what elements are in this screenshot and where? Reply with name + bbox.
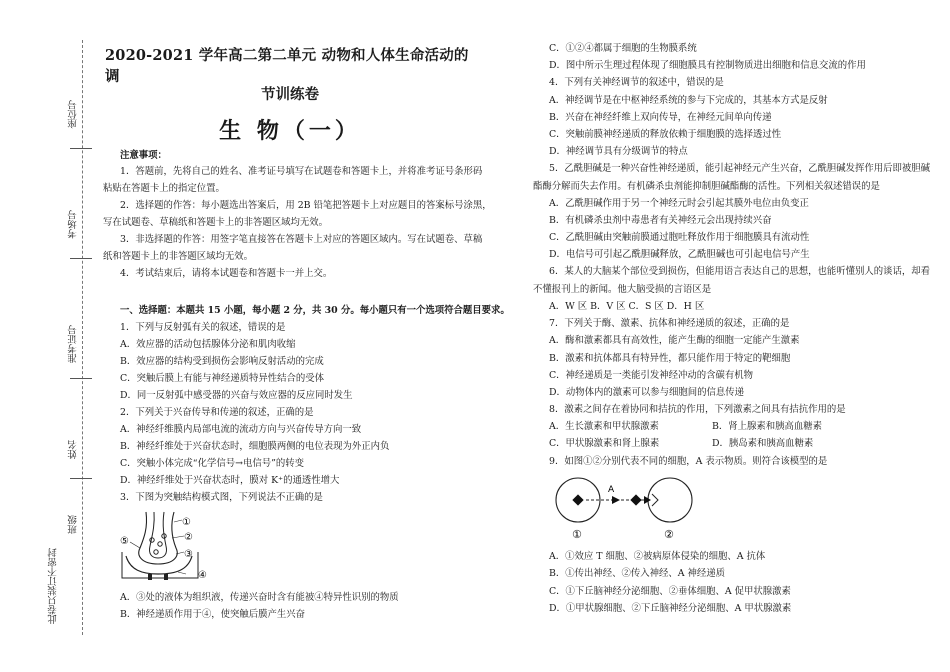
exam-title: 2020-2021 学年高二第二单元 动物和人体生命活动的调 [105, 47, 469, 85]
option-line: D．图中所示生理过程体现了细胞膜具有控制物质进出细胞和信息交流的作用 [549, 60, 866, 71]
question-line: 3．下图为突触结构模式图，下列说法不正确的是 [120, 492, 323, 503]
option-line: C．甲状腺激素和肾上腺素 [549, 438, 660, 449]
option-line: A．W 区 B．V 区 C．S 区 D．H 区 [549, 301, 705, 312]
notice-line: 4．考试结束后，请将本试题卷和答题卡一并上交。 [120, 268, 333, 279]
option-line: B．神经递质作用于④，使突触后膜产生兴奋 [120, 609, 306, 620]
admission-number-blank [70, 378, 92, 379]
notice-line: 纸和答题卡上的非答题区域均无效。 [103, 251, 254, 262]
synapse-label-4: ④ [198, 570, 207, 581]
option-line: D．胰岛素和胰高血糖素 [712, 438, 814, 449]
option-line: B．①传出神经、②传入神经、A 神经递质 [549, 568, 726, 579]
option-line: A．乙酰胆碱作用于另一个神经元时会引起其膜外电位由负变正 [549, 198, 809, 209]
option-line: D．同一反射弧中感受器的兴奋与效应器的反应同时发生 [120, 390, 353, 401]
exam-subtitle: 节训练卷 [261, 86, 319, 103]
notice-line: 3．非选择题的作答：用签字笔直接答在答题卡上对应的答题区域内。写在试题卷、草稿 [120, 234, 483, 245]
seat-number-label: 座位号 [68, 100, 79, 129]
option-line: A．①效应 T 细胞、②被病原体侵染的细胞、A 抗体 [549, 551, 766, 562]
option-line: B．效应器的结构受到损伤会影响反射活动的完成 [120, 356, 324, 367]
notice-line: 1．答题前，先将自己的姓名、准考证号填写在试题卷和答题卡上，并将准考证号条形码 [120, 166, 483, 177]
option-line: C．神经递质是一类能引发神经冲动的含碳有机物 [549, 370, 754, 381]
synapse-label-3: ③ [184, 549, 193, 560]
question-line: 2．下列关于兴奋传导和传递的叙述，正确的是 [120, 407, 314, 418]
subject-title: 生 物（一） [219, 118, 361, 144]
cell-label-2: ② [664, 528, 674, 541]
option-line: C．突触前膜神经递质的释放依赖于细胞膜的选择透过性 [549, 129, 782, 140]
option-line: B．有机磷杀虫剂中毒患者有关神经元会出现持续兴奋 [549, 215, 772, 226]
synapse-label-5: ⑤ [120, 536, 129, 547]
name-label: 姓名 [68, 440, 79, 459]
option-line: B．肾上腺素和胰高血糖素 [712, 421, 823, 432]
option-line: D．动物体内的激素可以参与细胞间的信息传递 [549, 387, 745, 398]
option-line: D．神经调节具有分级调节的特点 [549, 146, 688, 157]
option-line: A．生长激素和甲状腺激素 [549, 421, 659, 432]
question-line: 5．乙酰胆碱是一种兴奋性神经递质，能引起神经元产生兴奋，乙酰胆碱发挥作用后即被胆碱 [549, 163, 930, 174]
option-line: C．突触小体完成“化学信号→电信号”的转变 [120, 458, 304, 469]
option-line: C．①下丘脑神经分泌细胞、②垂体细胞、A 促甲状腺激素 [549, 586, 791, 597]
question-line: 1．下列与反射弧有关的叙述，错误的是 [120, 322, 286, 333]
cell-model-diagram [552, 474, 702, 544]
option-line: A．效应器的活动包括腺体分泌和肌肉收缩 [120, 339, 296, 350]
option-line: C．突触后膜上有能与神经递质特异性结合的受体 [120, 373, 325, 384]
admission-number-label: 准考证号 [68, 325, 79, 363]
option-line: C．①②④都属于细胞的生物膜系统 [549, 43, 697, 54]
binding-margin [0, 0, 95, 672]
option-line: A．③处的液体为组织液，传递兴奋时含有能被④特异性识别的物质 [120, 592, 399, 603]
option-line: B．激素和抗体都具有特异性，都只能作用于特定的靶细胞 [549, 353, 791, 364]
question-line: 9．如图①②分别代表不同的细胞，A 表示物质。则符合该模型的是 [549, 456, 828, 467]
question-line: 酯酶分解而失去作用。有机磷杀虫剂能抑制胆碱酯酶的活性。下列相关叙述错误的是 [533, 181, 880, 192]
cell-label-a: A [608, 485, 615, 495]
cell-label-1: ① [572, 528, 582, 541]
option-line: D．神经纤维处于兴奋状态时，膜对 K⁺的通透性增大 [120, 475, 340, 486]
exam-room-blank [70, 258, 92, 259]
option-line: A．神经纤维膜内局部电流的流动方向与兴奋传导方向一致 [120, 424, 362, 435]
option-line: D．电信号可引起乙酰胆碱释放，乙酰胆碱也可引起电信号产生 [549, 249, 810, 260]
synapse-label-1: ① [182, 517, 191, 528]
seat-number-blank [70, 148, 92, 149]
exam-room-label: 考场号 [68, 210, 79, 239]
question-line: 不懂报刊上的新闻。他大脑受损的言语区是 [533, 284, 712, 295]
name-blank [70, 478, 92, 479]
seal-text: 此卷只装订不密封 [48, 548, 59, 624]
notice-line: 写在试题卷、草稿纸和答题卡上的非答题区域均无效。 [103, 217, 329, 228]
option-line: A．酶和激素都具有高效性，能产生酶的细胞一定能产生激素 [549, 335, 800, 346]
option-line: D．①甲状腺细胞、②下丘脑神经分泌细胞、A 甲状腺激素 [549, 603, 792, 614]
option-line: A．神经调节是在中枢神经系统的参与下完成的，其基本方式是反射 [549, 95, 828, 106]
option-line: B．兴奋在神经纤维上双向传导，在神经元间单向传递 [549, 112, 772, 123]
question-line: 4．下列有关神经调节的叙述中，错误的是 [549, 77, 724, 88]
class-label: 班级 [68, 515, 79, 534]
notice-line: 粘贴在答题卡上的指定位置。 [103, 183, 225, 194]
option-line: C．乙酰胆碱由突触前膜通过胞吐释放作用于细胞膜具有流动性 [549, 232, 810, 243]
option-line: B．神经纤维处于兴奋状态时，细胞膜两侧的电位表现为外正内负 [120, 441, 390, 452]
question-line: 7．下列关于酶、激素、抗体和神经递质的叙述，正确的是 [549, 318, 790, 329]
question-line: 8．激素之间存在着协同和拮抗的作用，下列激素之间具有拮抗作用的是 [549, 404, 846, 415]
synapse-label-2: ② [184, 532, 193, 543]
question-line: 6．某人的大脑某个部位受到损伤，但能用语言表达自己的思想，也能听懂别人的谈话，却看 [549, 266, 930, 277]
notice-line: 2．选择题的作答：每小题选出答案后，用 2B 铅笔把答题卡上对应题目的答案标号涂黑， [120, 200, 492, 211]
notice-heading: 注意事项： [120, 150, 167, 161]
section-heading: 一、选择题：本题共 15 小题，每小题 2 分，共 30 分。每小题只有一个选项符合题目要求。 [120, 305, 510, 316]
synapse-diagram [118, 508, 218, 586]
